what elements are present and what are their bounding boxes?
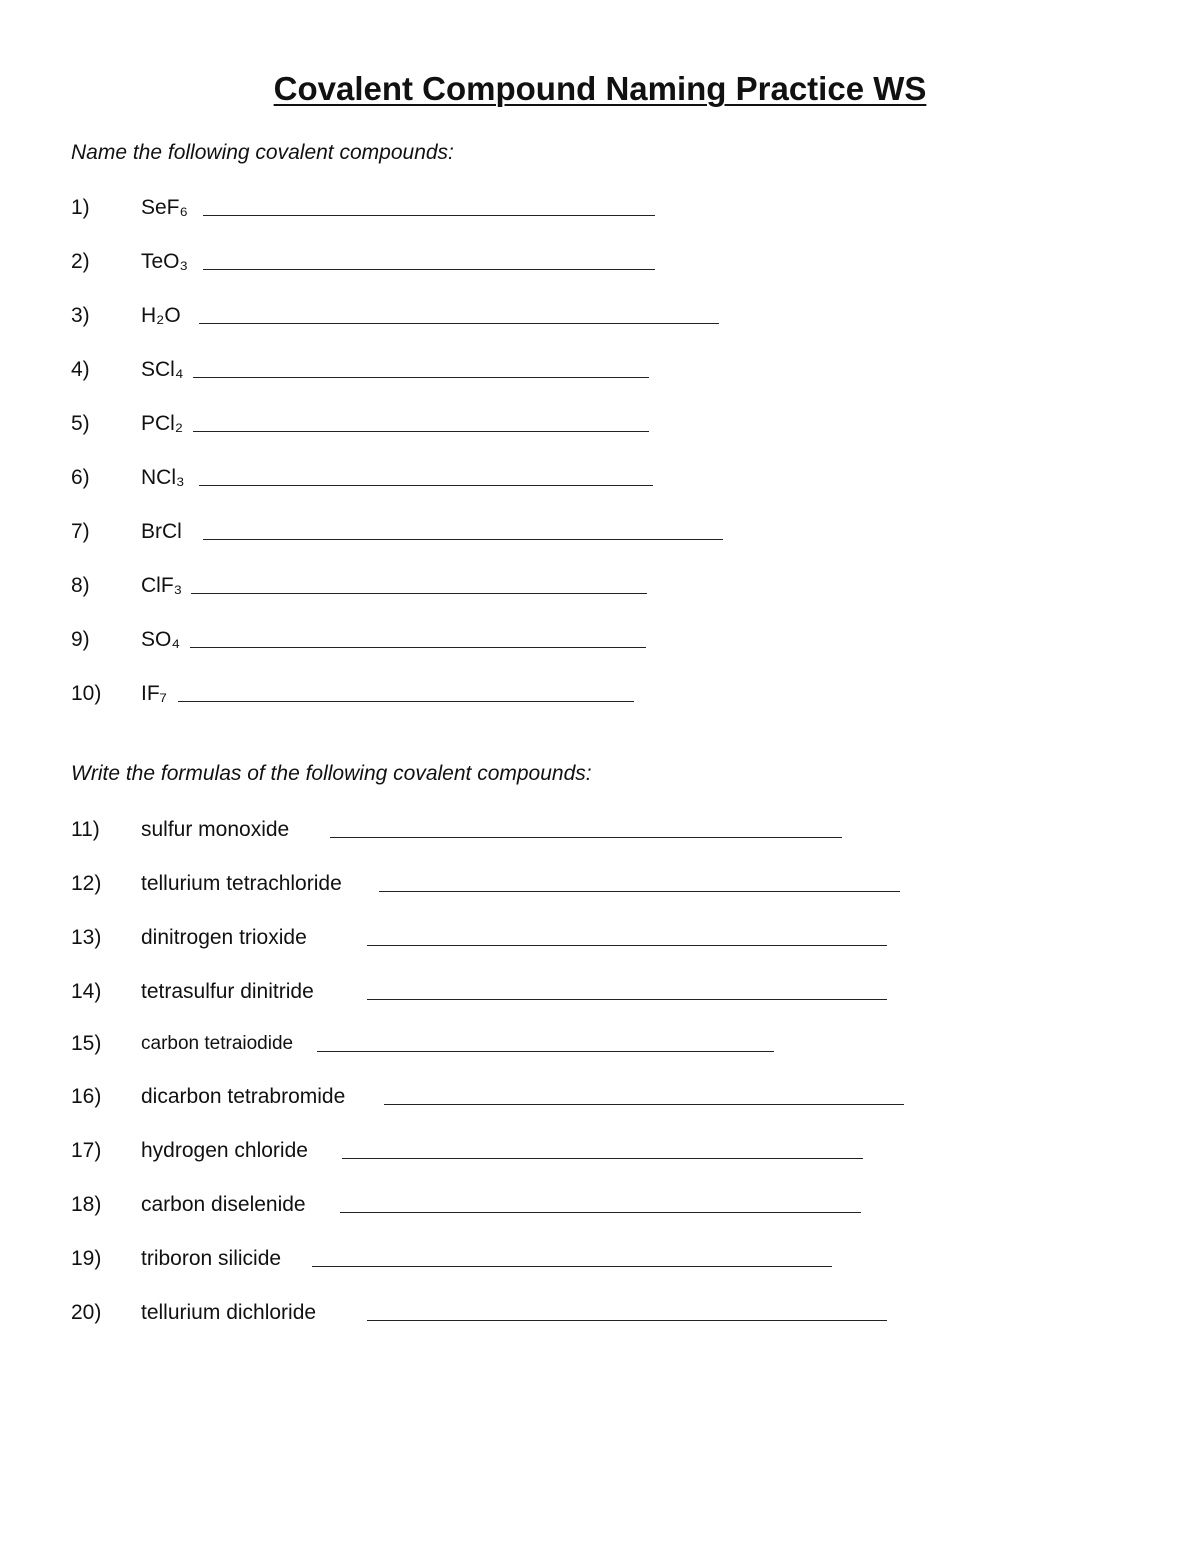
question-formula: SCl₄ <box>141 358 184 381</box>
question-compound: tellurium tetrachloride <box>141 872 342 895</box>
question-formula: BrCl <box>141 520 182 543</box>
question-number: 2) <box>71 250 90 273</box>
answer-blank[interactable] <box>317 1051 774 1052</box>
section-2-instruction: Write the formulas of the following covalent compounds: <box>71 762 592 785</box>
answer-blank[interactable] <box>199 323 719 324</box>
question-formula: NCl₃ <box>141 466 185 489</box>
answer-blank[interactable] <box>178 701 634 702</box>
question-number: 19) <box>71 1247 102 1270</box>
answer-blank[interactable] <box>367 1320 887 1321</box>
question-compound: hydrogen chloride <box>141 1139 308 1162</box>
question-number: 16) <box>71 1085 102 1108</box>
answer-blank[interactable] <box>203 539 723 540</box>
question-compound: carbon tetraiodide <box>141 1033 294 1054</box>
question-compound: dinitrogen trioxide <box>141 926 307 949</box>
question-formula: PCl₂ <box>141 412 183 435</box>
answer-blank[interactable] <box>330 837 842 838</box>
question-number: 3) <box>71 304 90 327</box>
question-compound: carbon diselenide <box>141 1193 306 1216</box>
answer-blank[interactable] <box>367 999 887 1000</box>
answer-blank[interactable] <box>342 1158 863 1159</box>
question-formula: H₂O <box>141 304 181 327</box>
question-compound: triboron silicide <box>141 1247 282 1270</box>
question-formula: SO₄ <box>141 628 180 651</box>
question-number: 6) <box>71 466 90 489</box>
answer-blank[interactable] <box>203 269 655 270</box>
answer-blank[interactable] <box>384 1104 904 1105</box>
page-title: Covalent Compound Naming Practice WS <box>273 70 927 107</box>
answer-blank[interactable] <box>193 431 649 432</box>
answer-blank[interactable] <box>379 891 900 892</box>
answer-blank[interactable] <box>191 593 647 594</box>
answer-blank[interactable] <box>193 377 649 378</box>
question-compound: dicarbon tetrabromide <box>141 1085 346 1108</box>
question-formula: ClF₃ <box>141 574 183 597</box>
question-number: 9) <box>71 628 90 651</box>
question-number: 15) <box>71 1032 102 1055</box>
question-number: 13) <box>71 926 102 949</box>
question-number: 7) <box>71 520 90 543</box>
question-number: 1) <box>71 196 90 219</box>
question-number: 4) <box>71 358 90 381</box>
question-formula: TeO₃ <box>141 250 189 273</box>
answer-blank[interactable] <box>199 485 653 486</box>
question-formula: SeF₆ <box>141 196 188 219</box>
question-number: 5) <box>71 412 90 435</box>
question-number: 11) <box>71 818 100 841</box>
answer-blank[interactable] <box>367 945 887 946</box>
answer-blank[interactable] <box>340 1212 861 1213</box>
question-compound: sulfur monoxide <box>141 818 290 841</box>
answer-blank[interactable] <box>203 215 655 216</box>
question-formula: IF₇ <box>141 682 167 705</box>
question-number: 20) <box>71 1301 102 1324</box>
question-compound: tetrasulfur dinitride <box>141 980 314 1003</box>
question-number: 14) <box>71 980 102 1003</box>
answer-blank[interactable] <box>190 647 646 648</box>
question-number: 17) <box>71 1139 102 1162</box>
question-compound: tellurium dichloride <box>141 1301 317 1324</box>
answer-blank[interactable] <box>312 1266 832 1267</box>
question-number: 12) <box>71 872 102 895</box>
question-number: 18) <box>71 1193 102 1216</box>
question-number: 10) <box>71 682 102 705</box>
section-1-instruction: Name the following covalent compounds: <box>71 141 454 164</box>
question-number: 8) <box>71 574 90 597</box>
